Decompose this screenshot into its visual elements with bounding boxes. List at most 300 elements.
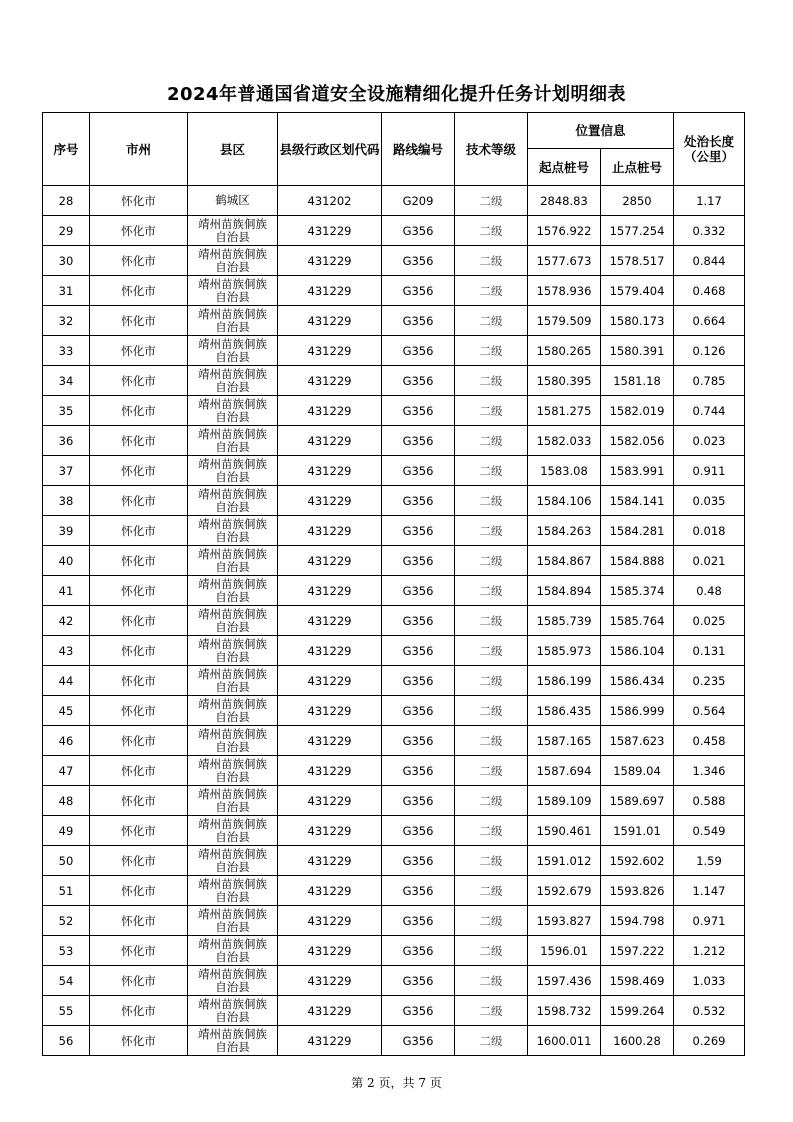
length-cell: 0.564 bbox=[674, 696, 745, 726]
county-line-1: 靖州苗族侗族 bbox=[198, 336, 267, 351]
grade-cell: 二级 bbox=[455, 216, 528, 246]
county-cell bbox=[188, 756, 278, 786]
end-stake-cell: 1577.254 bbox=[601, 216, 674, 246]
route-cell: G356 bbox=[382, 816, 455, 846]
route-cell: G356 bbox=[382, 1026, 455, 1056]
end-stake-cell: 1584.888 bbox=[601, 546, 674, 576]
route-cell: G356 bbox=[382, 246, 455, 276]
page-title: 2024年普通国省道安全设施精细化提升任务计划明细表 bbox=[166, 84, 627, 105]
grade-cell: 二级 bbox=[455, 276, 528, 306]
length-cell: 0.971 bbox=[674, 906, 745, 936]
seq-cell: 32 bbox=[43, 306, 90, 336]
table-row bbox=[43, 1026, 745, 1056]
county-cell bbox=[188, 726, 278, 756]
city-cell: 怀化市 bbox=[90, 366, 188, 396]
city-cell: 怀化市 bbox=[90, 276, 188, 306]
end-stake-cell: 2850 bbox=[601, 186, 674, 216]
end-stake-cell: 1580.173 bbox=[601, 306, 674, 336]
start-stake-cell: 1584.894 bbox=[528, 576, 601, 606]
code-cell: 431229 bbox=[278, 486, 382, 516]
city-cell: 怀化市 bbox=[90, 816, 188, 846]
header-city: 市州 bbox=[90, 113, 188, 186]
county-line-2: 自治县 bbox=[215, 589, 250, 604]
table-row bbox=[43, 276, 745, 306]
end-stake-cell: 1592.602 bbox=[601, 846, 674, 876]
route-cell: G356 bbox=[382, 876, 455, 906]
table-row bbox=[43, 426, 745, 456]
table-body bbox=[43, 186, 745, 1056]
end-stake-cell: 1589.697 bbox=[601, 786, 674, 816]
table-row bbox=[43, 456, 745, 486]
table-row bbox=[43, 246, 745, 276]
county-line-1: 靖州苗族侗族 bbox=[198, 606, 267, 621]
county-cell bbox=[188, 906, 278, 936]
city-cell: 怀化市 bbox=[90, 516, 188, 546]
county-cell bbox=[188, 546, 278, 576]
seq-cell: 28 bbox=[43, 186, 90, 216]
route-cell: G356 bbox=[382, 966, 455, 996]
code-cell: 431229 bbox=[278, 1026, 382, 1056]
page-footer: 第 2 页，共 7 页 bbox=[351, 1076, 442, 1090]
county-line-1: 靖州苗族侗族 bbox=[198, 906, 267, 921]
county-line-1: 鹤城区 bbox=[215, 193, 250, 207]
grade-cell: 二级 bbox=[455, 246, 528, 276]
grade-cell: 二级 bbox=[455, 516, 528, 546]
seq-cell: 44 bbox=[43, 666, 90, 696]
end-stake-cell: 1584.141 bbox=[601, 486, 674, 516]
start-stake-cell: 1584.106 bbox=[528, 486, 601, 516]
county-line-2: 自治县 bbox=[215, 679, 250, 694]
code-cell: 431229 bbox=[278, 216, 382, 246]
end-stake-cell: 1599.264 bbox=[601, 996, 674, 1026]
start-stake-cell: 1581.275 bbox=[528, 396, 601, 426]
table-row bbox=[43, 516, 745, 546]
start-stake-cell: 1580.395 bbox=[528, 366, 601, 396]
length-cell: 0.844 bbox=[674, 246, 745, 276]
county-line-2: 自治县 bbox=[215, 529, 250, 544]
county-line-2: 自治县 bbox=[215, 889, 250, 904]
county-cell bbox=[188, 606, 278, 636]
city-cell: 怀化市 bbox=[90, 666, 188, 696]
route-cell: G356 bbox=[382, 636, 455, 666]
seq-cell: 50 bbox=[43, 846, 90, 876]
seq-cell: 49 bbox=[43, 816, 90, 846]
code-cell: 431229 bbox=[278, 786, 382, 816]
city-cell: 怀化市 bbox=[90, 336, 188, 366]
route-cell: G356 bbox=[382, 846, 455, 876]
city-cell: 怀化市 bbox=[90, 1026, 188, 1056]
county-line-1: 靖州苗族侗族 bbox=[198, 426, 267, 441]
county-cell bbox=[188, 846, 278, 876]
county-cell bbox=[188, 516, 278, 546]
grade-cell: 二级 bbox=[455, 336, 528, 366]
route-cell: G356 bbox=[382, 756, 455, 786]
county-cell bbox=[188, 666, 278, 696]
city-cell: 怀化市 bbox=[90, 426, 188, 456]
length-cell: 0.549 bbox=[674, 816, 745, 846]
county-line-2: 自治县 bbox=[215, 949, 250, 964]
route-cell: G356 bbox=[382, 216, 455, 246]
code-cell: 431229 bbox=[278, 516, 382, 546]
county-line-2: 自治县 bbox=[215, 289, 250, 304]
city-cell: 怀化市 bbox=[90, 486, 188, 516]
table-row bbox=[43, 726, 745, 756]
grade-cell: 二级 bbox=[455, 456, 528, 486]
county-line-1: 靖州苗族侗族 bbox=[198, 636, 267, 651]
county-line-2: 自治县 bbox=[215, 259, 250, 274]
length-cell: 0.588 bbox=[674, 786, 745, 816]
length-cell: 0.744 bbox=[674, 396, 745, 426]
city-cell: 怀化市 bbox=[90, 186, 188, 216]
code-cell: 431229 bbox=[278, 576, 382, 606]
county-line-2: 自治县 bbox=[215, 619, 250, 634]
table-row bbox=[43, 336, 745, 366]
table-row bbox=[43, 996, 745, 1026]
seq-cell: 46 bbox=[43, 726, 90, 756]
county-cell bbox=[188, 246, 278, 276]
seq-cell: 34 bbox=[43, 366, 90, 396]
county-line-2: 自治县 bbox=[215, 979, 250, 994]
county-line-2: 自治县 bbox=[215, 469, 250, 484]
route-cell: G356 bbox=[382, 546, 455, 576]
city-cell: 怀化市 bbox=[90, 786, 188, 816]
seq-cell: 51 bbox=[43, 876, 90, 906]
length-cell: 0.785 bbox=[674, 366, 745, 396]
county-line-2: 自治县 bbox=[215, 379, 250, 394]
county-line-2: 自治县 bbox=[215, 709, 250, 724]
route-cell: G356 bbox=[382, 576, 455, 606]
start-stake-cell: 1590.461 bbox=[528, 816, 601, 846]
start-stake-cell: 1576.922 bbox=[528, 216, 601, 246]
county-line-2: 自治县 bbox=[215, 349, 250, 364]
county-line-2: 自治县 bbox=[215, 919, 250, 934]
end-stake-cell: 1589.04 bbox=[601, 756, 674, 786]
start-stake-cell: 1578.936 bbox=[528, 276, 601, 306]
seq-cell: 52 bbox=[43, 906, 90, 936]
length-cell: 0.664 bbox=[674, 306, 745, 336]
city-cell: 怀化市 bbox=[90, 876, 188, 906]
grade-cell: 二级 bbox=[455, 966, 528, 996]
header-route: 路线编号 bbox=[382, 113, 455, 186]
grade-cell: 二级 bbox=[455, 996, 528, 1026]
county-cell bbox=[188, 966, 278, 996]
seq-cell: 43 bbox=[43, 636, 90, 666]
county-line-1: 靖州苗族侗族 bbox=[198, 756, 267, 771]
code-cell: 431229 bbox=[278, 936, 382, 966]
seq-cell: 48 bbox=[43, 786, 90, 816]
seq-cell: 38 bbox=[43, 486, 90, 516]
route-cell: G356 bbox=[382, 516, 455, 546]
county-line-2: 自治县 bbox=[215, 799, 250, 814]
table-row bbox=[43, 216, 745, 246]
city-cell: 怀化市 bbox=[90, 576, 188, 606]
county-line-1: 靖州苗族侗族 bbox=[198, 816, 267, 831]
code-cell: 431202 bbox=[278, 186, 382, 216]
table-row bbox=[43, 366, 745, 396]
header-length: 处治长度（公里） bbox=[674, 113, 745, 186]
header-code: 县级行政区划代码 bbox=[278, 113, 382, 186]
grade-cell: 二级 bbox=[455, 426, 528, 456]
seq-cell: 40 bbox=[43, 546, 90, 576]
city-cell: 怀化市 bbox=[90, 846, 188, 876]
header-start: 起点桩号 bbox=[528, 149, 601, 186]
header-seq: 序号 bbox=[43, 113, 90, 186]
city-cell: 怀化市 bbox=[90, 636, 188, 666]
county-line-1: 靖州苗族侗族 bbox=[198, 966, 267, 981]
seq-cell: 33 bbox=[43, 336, 90, 366]
grade-cell: 二级 bbox=[455, 606, 528, 636]
header-position: 位置信息 bbox=[528, 113, 674, 149]
table-row bbox=[43, 576, 745, 606]
end-stake-cell: 1583.991 bbox=[601, 456, 674, 486]
city-cell: 怀化市 bbox=[90, 966, 188, 996]
end-stake-cell: 1578.517 bbox=[601, 246, 674, 276]
length-cell: 0.911 bbox=[674, 456, 745, 486]
county-line-1: 靖州苗族侗族 bbox=[198, 486, 267, 501]
end-stake-cell: 1585.374 bbox=[601, 576, 674, 606]
length-cell: 1.147 bbox=[674, 876, 745, 906]
grade-cell: 二级 bbox=[455, 666, 528, 696]
start-stake-cell: 1580.265 bbox=[528, 336, 601, 366]
grade-cell: 二级 bbox=[455, 366, 528, 396]
county-line-2: 自治县 bbox=[215, 739, 250, 754]
seq-cell: 37 bbox=[43, 456, 90, 486]
start-stake-cell: 1598.732 bbox=[528, 996, 601, 1026]
grade-cell: 二级 bbox=[455, 636, 528, 666]
end-stake-cell: 1594.798 bbox=[601, 906, 674, 936]
county-cell bbox=[188, 816, 278, 846]
end-stake-cell: 1580.391 bbox=[601, 336, 674, 366]
length-cell: 0.021 bbox=[674, 546, 745, 576]
grade-cell: 二级 bbox=[455, 186, 528, 216]
route-cell: G356 bbox=[382, 336, 455, 366]
seq-cell: 45 bbox=[43, 696, 90, 726]
table-row bbox=[43, 816, 745, 846]
county-line-1: 靖州苗族侗族 bbox=[198, 996, 267, 1011]
seq-cell: 41 bbox=[43, 576, 90, 606]
county-line-1: 靖州苗族侗族 bbox=[198, 366, 267, 381]
code-cell: 431229 bbox=[278, 906, 382, 936]
route-cell: G356 bbox=[382, 726, 455, 756]
end-stake-cell: 1579.404 bbox=[601, 276, 674, 306]
county-line-1: 靖州苗族侗族 bbox=[198, 546, 267, 561]
county-line-1: 靖州苗族侗族 bbox=[198, 696, 267, 711]
grade-cell: 二级 bbox=[455, 876, 528, 906]
end-stake-cell: 1586.999 bbox=[601, 696, 674, 726]
start-stake-cell: 1582.033 bbox=[528, 426, 601, 456]
start-stake-cell: 1579.509 bbox=[528, 306, 601, 336]
city-cell: 怀化市 bbox=[90, 456, 188, 486]
table-row bbox=[43, 186, 745, 216]
county-cell bbox=[188, 456, 278, 486]
route-cell: G356 bbox=[382, 366, 455, 396]
length-cell: 0.035 bbox=[674, 486, 745, 516]
seq-cell: 36 bbox=[43, 426, 90, 456]
end-stake-cell: 1586.104 bbox=[601, 636, 674, 666]
code-cell: 431229 bbox=[278, 636, 382, 666]
table-row bbox=[43, 666, 745, 696]
end-stake-cell: 1593.826 bbox=[601, 876, 674, 906]
end-stake-cell: 1582.056 bbox=[601, 426, 674, 456]
grade-cell: 二级 bbox=[455, 846, 528, 876]
route-cell: G356 bbox=[382, 606, 455, 636]
route-cell: G356 bbox=[382, 696, 455, 726]
city-cell: 怀化市 bbox=[90, 246, 188, 276]
code-cell: 431229 bbox=[278, 696, 382, 726]
table-row bbox=[43, 906, 745, 936]
county-cell bbox=[188, 936, 278, 966]
seq-cell: 42 bbox=[43, 606, 90, 636]
table-row bbox=[43, 306, 745, 336]
city-cell: 怀化市 bbox=[90, 606, 188, 636]
grade-cell: 二级 bbox=[455, 936, 528, 966]
grade-cell: 二级 bbox=[455, 396, 528, 426]
county-line-1: 靖州苗族侗族 bbox=[198, 216, 267, 231]
city-cell: 怀化市 bbox=[90, 216, 188, 246]
city-cell: 怀化市 bbox=[90, 546, 188, 576]
county-line-1: 靖州苗族侗族 bbox=[198, 786, 267, 801]
county-line-2: 自治县 bbox=[215, 319, 250, 334]
grade-cell: 二级 bbox=[455, 1026, 528, 1056]
end-stake-cell: 1586.434 bbox=[601, 666, 674, 696]
grade-cell: 二级 bbox=[455, 906, 528, 936]
code-cell: 431229 bbox=[278, 816, 382, 846]
grade-cell: 二级 bbox=[455, 306, 528, 336]
county-line-1: 靖州苗族侗族 bbox=[198, 456, 267, 471]
city-cell: 怀化市 bbox=[90, 756, 188, 786]
county-cell bbox=[188, 786, 278, 816]
city-cell: 怀化市 bbox=[90, 726, 188, 756]
table-row bbox=[43, 786, 745, 816]
seq-cell: 47 bbox=[43, 756, 90, 786]
seq-cell: 53 bbox=[43, 936, 90, 966]
start-stake-cell: 1586.199 bbox=[528, 666, 601, 696]
table-row bbox=[43, 636, 745, 666]
code-cell: 431229 bbox=[278, 246, 382, 276]
start-stake-cell: 1587.165 bbox=[528, 726, 601, 756]
length-cell: 1.17 bbox=[674, 186, 745, 216]
seq-cell: 31 bbox=[43, 276, 90, 306]
code-cell: 431229 bbox=[278, 306, 382, 336]
county-cell bbox=[188, 216, 278, 246]
start-stake-cell: 1591.012 bbox=[528, 846, 601, 876]
county-cell bbox=[188, 426, 278, 456]
county-cell bbox=[188, 1026, 278, 1056]
county-line-1: 靖州苗族侗族 bbox=[198, 726, 267, 741]
county-line-2: 自治县 bbox=[215, 1009, 250, 1024]
seq-cell: 39 bbox=[43, 516, 90, 546]
county-line-1: 靖州苗族侗族 bbox=[198, 576, 267, 591]
grade-cell: 二级 bbox=[455, 576, 528, 606]
start-stake-cell: 1585.973 bbox=[528, 636, 601, 666]
county-cell bbox=[188, 276, 278, 306]
length-cell: 1.033 bbox=[674, 966, 745, 996]
county-line-2: 自治县 bbox=[215, 409, 250, 424]
end-stake-cell: 1587.623 bbox=[601, 726, 674, 756]
county-line-1: 靖州苗族侗族 bbox=[198, 246, 267, 261]
start-stake-cell: 1592.679 bbox=[528, 876, 601, 906]
route-cell: G356 bbox=[382, 486, 455, 516]
start-stake-cell: 1577.673 bbox=[528, 246, 601, 276]
route-cell: G356 bbox=[382, 396, 455, 426]
length-cell: 0.532 bbox=[674, 996, 745, 1026]
code-cell: 431229 bbox=[278, 606, 382, 636]
start-stake-cell: 1587.694 bbox=[528, 756, 601, 786]
table-row bbox=[43, 606, 745, 636]
length-cell: 0.126 bbox=[674, 336, 745, 366]
table-row bbox=[43, 696, 745, 726]
start-stake-cell: 1596.01 bbox=[528, 936, 601, 966]
start-stake-cell: 1586.435 bbox=[528, 696, 601, 726]
length-cell: 0.131 bbox=[674, 636, 745, 666]
start-stake-cell: 1585.739 bbox=[528, 606, 601, 636]
county-line-1: 靖州苗族侗族 bbox=[198, 846, 267, 861]
code-cell: 431229 bbox=[278, 366, 382, 396]
length-cell: 0.48 bbox=[674, 576, 745, 606]
header-end: 止点桩号 bbox=[601, 149, 674, 186]
route-cell: G356 bbox=[382, 906, 455, 936]
grade-cell: 二级 bbox=[455, 726, 528, 756]
table-row bbox=[43, 486, 745, 516]
county-cell bbox=[188, 186, 278, 216]
start-stake-cell: 1584.867 bbox=[528, 546, 601, 576]
table-row bbox=[43, 756, 745, 786]
county-line-1: 靖州苗族侗族 bbox=[198, 876, 267, 891]
start-stake-cell: 2848.83 bbox=[528, 186, 601, 216]
start-stake-cell: 1589.109 bbox=[528, 786, 601, 816]
grade-cell: 二级 bbox=[455, 696, 528, 726]
length-cell: 0.458 bbox=[674, 726, 745, 756]
route-cell: G356 bbox=[382, 426, 455, 456]
length-cell: 0.468 bbox=[674, 276, 745, 306]
header-county: 县区 bbox=[188, 113, 278, 186]
county-cell bbox=[188, 396, 278, 426]
seq-cell: 55 bbox=[43, 996, 90, 1026]
route-cell: G356 bbox=[382, 666, 455, 696]
code-cell: 431229 bbox=[278, 966, 382, 996]
code-cell: 431229 bbox=[278, 336, 382, 366]
county-line-2: 自治县 bbox=[215, 439, 250, 454]
route-cell: G356 bbox=[382, 996, 455, 1026]
end-stake-cell: 1591.01 bbox=[601, 816, 674, 846]
county-line-2: 自治县 bbox=[215, 829, 250, 844]
county-cell bbox=[188, 306, 278, 336]
county-cell bbox=[188, 876, 278, 906]
grade-cell: 二级 bbox=[455, 786, 528, 816]
county-line-2: 自治县 bbox=[215, 229, 250, 244]
grade-cell: 二级 bbox=[455, 756, 528, 786]
grade-cell: 二级 bbox=[455, 816, 528, 846]
county-cell bbox=[188, 486, 278, 516]
table-row bbox=[43, 936, 745, 966]
code-cell: 431229 bbox=[278, 996, 382, 1026]
code-cell: 431229 bbox=[278, 276, 382, 306]
table-row bbox=[43, 396, 745, 426]
length-cell: 1.212 bbox=[674, 936, 745, 966]
seq-cell: 29 bbox=[43, 216, 90, 246]
city-cell: 怀化市 bbox=[90, 396, 188, 426]
seq-cell: 56 bbox=[43, 1026, 90, 1056]
length-cell: 0.269 bbox=[674, 1026, 745, 1056]
county-line-1: 靖州苗族侗族 bbox=[198, 516, 267, 531]
city-cell: 怀化市 bbox=[90, 996, 188, 1026]
length-cell: 0.018 bbox=[674, 516, 745, 546]
start-stake-cell: 1584.263 bbox=[528, 516, 601, 546]
length-cell: 1.59 bbox=[674, 846, 745, 876]
county-line-2: 自治县 bbox=[215, 1039, 250, 1054]
header-grade: 技术等级 bbox=[455, 113, 528, 186]
start-stake-cell: 1593.827 bbox=[528, 906, 601, 936]
